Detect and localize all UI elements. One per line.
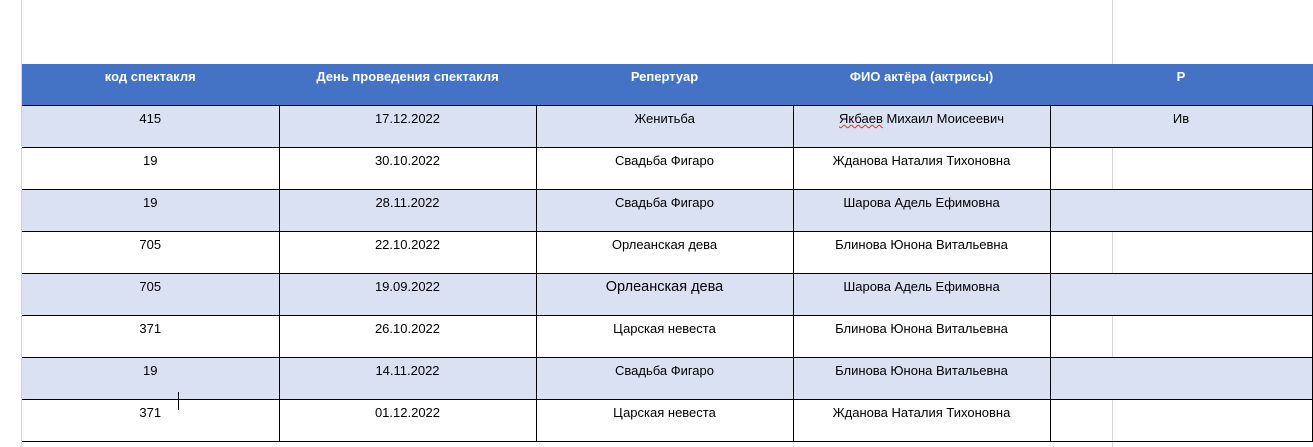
cell-play[interactable]: Свадьба Фигаро (536, 358, 793, 400)
header-actor-name[interactable]: ФИО актёра (актрисы) (793, 64, 1050, 106)
cell-play-code[interactable]: 705 (22, 274, 279, 316)
cell-play[interactable]: Царская невеста (536, 400, 793, 442)
table-row (22, 358, 1312, 400)
cell-extra[interactable] (1050, 400, 1312, 442)
cell-play[interactable]: Женитьба (536, 106, 793, 148)
cell-date[interactable]: 30.10.2022 (279, 148, 536, 190)
cell-extra[interactable] (1050, 358, 1312, 400)
cell-play-code[interactable]: 371 (22, 316, 279, 358)
cell-date[interactable]: 22.10.2022 (279, 232, 536, 274)
header-extra-column[interactable]: Р (1050, 64, 1312, 106)
cell-play[interactable]: Орлеанская дева (536, 274, 793, 316)
cell-extra[interactable] (1050, 274, 1312, 316)
cell-play[interactable]: Свадьба Фигаро (536, 190, 793, 232)
table-row (22, 274, 1312, 316)
cell-play-code[interactable]: 19 (22, 148, 279, 190)
cell-play[interactable]: Царская невеста (536, 316, 793, 358)
cell-actor[interactable]: Блинова Юнона Витальевна (793, 358, 1050, 400)
cell-extra[interactable]: Ив (1050, 106, 1312, 148)
cell-extra[interactable] (1050, 190, 1312, 232)
cell-actor[interactable]: Блинова Юнона Витальевна (793, 232, 1050, 274)
table-row (22, 232, 1312, 274)
header-play-code[interactable]: код спектакля (22, 64, 279, 106)
cell-date[interactable]: 26.10.2022 (279, 316, 536, 358)
table-row (22, 316, 1312, 358)
cell-play-code[interactable]: 19 (22, 358, 279, 400)
cell-extra[interactable] (1050, 232, 1312, 274)
cell-extra[interactable] (1050, 148, 1312, 190)
text-cursor (178, 392, 179, 410)
table-row (22, 400, 1312, 442)
header-performance-date[interactable]: День проведения спектакля (279, 64, 536, 106)
table-row (22, 190, 1312, 232)
table-row (22, 106, 1312, 148)
cell-play-code[interactable]: 415 (22, 106, 279, 148)
cell-actor[interactable]: Блинова Юнона Витальевна (793, 316, 1050, 358)
table-row (22, 148, 1312, 190)
cell-date[interactable]: 01.12.2022 (279, 400, 536, 442)
misspelled-word[interactable]: Якбаев (839, 111, 883, 126)
cell-play-code[interactable]: 705 (22, 232, 279, 274)
cell-play-code[interactable]: 19 (22, 190, 279, 232)
cell-date[interactable]: 17.12.2022 (279, 106, 536, 148)
cell-date[interactable]: 28.11.2022 (279, 190, 536, 232)
cell-actor-rest: Михаил Моисеевич (882, 111, 1004, 126)
document-page[interactable] (21, 0, 1190, 447)
cell-actor[interactable]: Жданова Наталия Тихоновна (793, 148, 1050, 190)
cell-play[interactable]: Свадьба Фигаро (536, 148, 793, 190)
header-repertoire[interactable]: Репертуар (536, 64, 793, 106)
cell-date[interactable]: 19.09.2022 (279, 274, 536, 316)
table-header-row (22, 64, 1312, 106)
performances-table (22, 64, 1313, 442)
cell-actor[interactable]: Шарова Адель Ефимовна (793, 190, 1050, 232)
cell-actor[interactable]: Шарова Адель Ефимовна (793, 274, 1050, 316)
cell-play[interactable]: Орлеанская дева (536, 232, 793, 274)
cell-date[interactable]: 14.11.2022 (279, 358, 536, 400)
cell-actor[interactable]: Жданова Наталия Тихоновна (793, 400, 1050, 442)
cell-extra[interactable] (1050, 316, 1312, 358)
cell-actor[interactable] (793, 106, 1050, 148)
cell-play-code[interactable]: 371 (22, 400, 279, 442)
